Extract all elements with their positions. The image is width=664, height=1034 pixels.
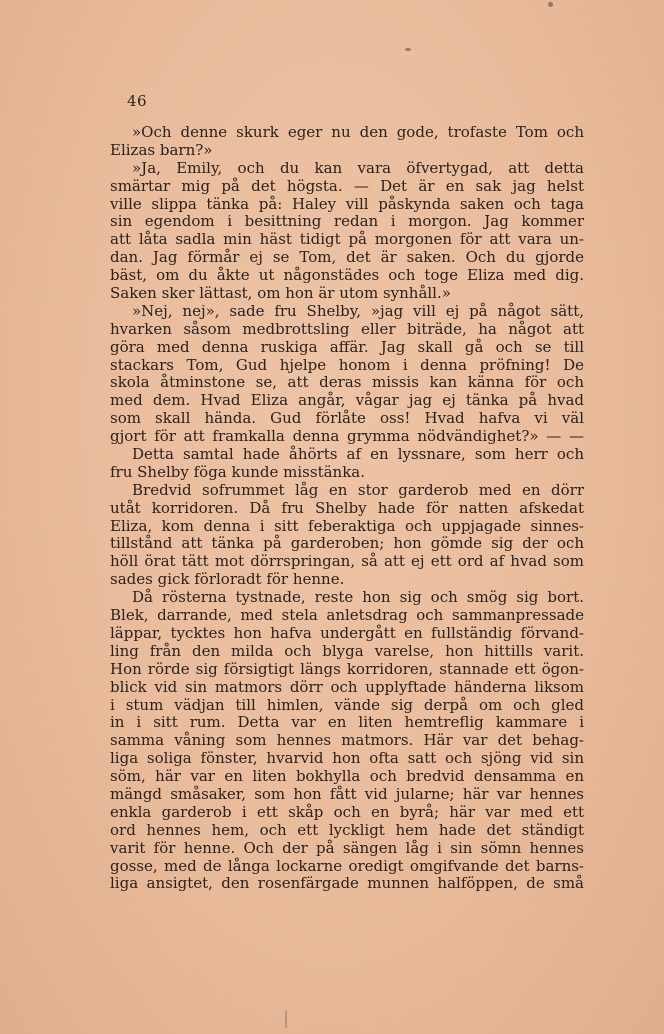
paper-speck xyxy=(405,48,411,51)
text-line: Hon rörde sig försigtigt längs korridoren, stannade ett ögon- xyxy=(110,659,584,678)
text-line: gjort för att framkalla denna grymma nödvändighet?» — — xyxy=(110,427,584,446)
text-line: Blek, darrande, med stela anletsdrag och sammanpressade xyxy=(110,606,584,625)
text-line: smärtar mig på det högsta. — Det är en sak jag helst xyxy=(110,176,584,195)
text-line: sin egendom i besittning redan i morgon. Jag kommer xyxy=(110,212,584,231)
text-line: dan. Jag förmår ej se Tom, det är saken. Och du gjorde xyxy=(110,248,584,267)
text-line: ling från den milda och blyga varelse, hon hittills varit. xyxy=(110,641,584,660)
text-line: läppar, tycktes hon hafva undergått en fullständig förvand- xyxy=(110,623,584,642)
text-line: varit för henne. Och der på sängen låg i sin sömn hennes xyxy=(110,838,584,857)
text-line: skola åtminstone se, att deras missis kan känna för och xyxy=(110,373,584,392)
text-line: Bredvid sofrummet låg en stor garderob med en dörr xyxy=(132,480,584,499)
text-line: att låta sadla min häst tidigt på morgonen för att vara un- xyxy=(110,230,584,249)
text-line: »Ja, Emily, och du kan vara öfvertygad, att detta xyxy=(132,158,584,177)
text-line: liga soliga fönster, hvarvid hon ofta satt och sjöng vid sin xyxy=(110,749,584,768)
text-line: Detta samtal hade åhörts af en lyssnare, som herr och xyxy=(132,445,584,464)
paper-speck xyxy=(285,1010,287,1028)
text-line: mängd småsaker, som hon fått vid jularne; här var hennes xyxy=(110,784,584,803)
text-line: Eliza, kom denna i sitt feberaktiga och uppjagade sinnes- xyxy=(110,516,584,535)
text-line: i stum vädjan till himlen, vände sig derpå om och gled xyxy=(110,695,584,714)
text-line: »Nej, nej», sade fru Shelby, »jag vill ej på något sätt, xyxy=(132,301,584,320)
text-line: fru Shelby föga kunde misstänka. xyxy=(110,462,366,481)
text-line: Saken sker lättast, om hon är utom synhåll.» xyxy=(110,284,451,303)
text-line: hvarken såsom medbrottsling eller biträde, ha något att xyxy=(110,319,584,338)
text-line: höll örat tätt mot dörrspringan, så att ej ett ord af hvad som xyxy=(110,552,584,571)
text-line: ord hennes hem, och ett lyckligt hem hade det ständigt xyxy=(110,820,584,839)
text-line: stackars Tom, Gud hjelpe honom i denna pröfning! De xyxy=(110,355,584,374)
text-line: blick vid sin matmors dörr och upplyftade händerna liksom xyxy=(110,677,584,696)
text-line: göra med denna ruskiga affär. Jag skall gå och se till xyxy=(110,337,584,356)
body-text xyxy=(110,124,584,893)
text-line: gosse, med de långa lockarne oredigt omgifvande det barns- xyxy=(110,856,584,875)
text-line: Då rösterna tystnade, reste hon sig och smög sig bort. xyxy=(132,588,584,607)
text-line: som skall hända. Gud förlåte oss! Hvad hafva vi väl xyxy=(110,409,584,428)
page-number: 46 xyxy=(127,92,148,110)
text-line: utåt korridoren. Då fru Shelby hade för natten afskedat xyxy=(110,498,584,517)
text-line: »Och denne skurk eger nu den gode, trofaste Tom och xyxy=(132,123,584,141)
text-line: enkla garderob i ett skåp och en byrå; här var med ett xyxy=(110,802,584,821)
text-line: sades gick förloradt för henne. xyxy=(110,570,345,589)
text-line: tillstånd att tänka på garderoben; hon gömde sig der och xyxy=(110,534,584,553)
text-line: söm, här var en liten bokhylla och bredvid densamma en xyxy=(110,767,584,786)
text-line: in i sitt rum. Detta var en liten hemtreflig kammare i xyxy=(110,713,584,732)
text-line: bäst, om du åkte ut någonstädes och toge Eliza med dig. xyxy=(110,266,584,285)
text-line: samma våning som hennes matmors. Här var det behag- xyxy=(110,731,584,750)
text-line: liga ansigtet, den rosenfärgade munnen halföppen, de små xyxy=(110,874,584,893)
text-line: ville slippa tänka på: Haley vill påskynda saken och taga xyxy=(110,194,584,213)
paper-speck xyxy=(548,2,553,7)
text-line: Elizas barn?» xyxy=(110,140,213,159)
text-line: med dem. Hvad Eliza angår, vågar jag ej tänka på hvad xyxy=(110,391,584,410)
